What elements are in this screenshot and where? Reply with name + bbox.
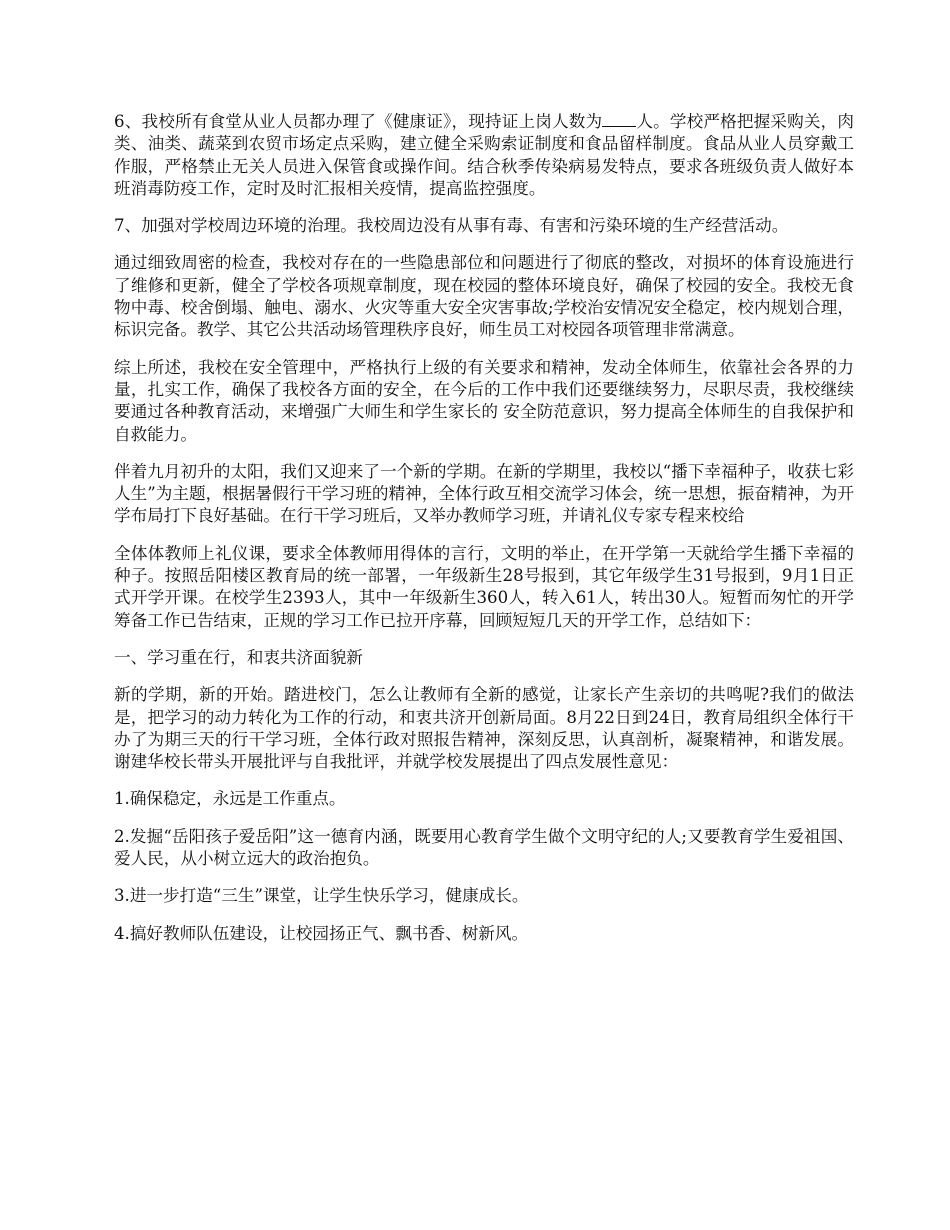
list-item: 4.搞好教师队伍建设，让校园扬正气、飘书香、树新风。 (114, 923, 529, 943)
paragraph-inspection: 通过细致周密的检查，我校对存在的一些隐患部位和问题进行了彻底的整改，对损坏的体育设施进行了维修和更新，健全了学校各项规章制度，现在校园的整体环境良好，确保了校园的安全。我校无食物中毒、校舍倒塌、触电、溺水、火灾等重大安全灾害事故;学校治安情况安全稳定，校内规划合理，标识完备。教学、其它公共活动场管理秩序良好，师生员工对校园各项管理非常满意。 (114, 253, 854, 340)
list-item: 2.发掘“岳阳孩子爱岳阳”这一德育内涵，既要用心教育学生做个文明守纪的人;又要教育学生爱祖国、爱人民，从小树立远大的政治抱负。 (114, 826, 854, 869)
paragraph-canteen-staff (114, 110, 854, 200)
paragraph-etiquette-class: 全体体教师上礼仪课，要求全体教师用得体的言行，文明的举止，在开学第一天就给学生播下幸福的种子。按照岳阳楼区教育局的统一部署，一年级新生28号报到，其它年级学生31号报到，9月1日正式开学开课。在校学生2393人，其中一年级新生360人，转入61人，转出30人。短暂而匆忙的开学筹备工作已告结束，正规的学习工作已拉开序幕，回顾短短几天的开学工作，总结如下： (114, 543, 854, 630)
paragraph-text: 6、我校所有食堂从业人员都办理了《健康证》，现持证上岗人数为 (114, 112, 603, 131)
fill-in-blank (602, 110, 636, 127)
document-body (114, 110, 854, 960)
paragraph-new-start: 新的学期，新的开始。踏进校门，怎么让教师有全新的感觉，让家长产生亲切的共鸣呢?我们的做法是，把学习的动力转化为工作的行动，和衷共济开创新局面。8月22日到24日，教育局组织全体行干办了为期三天的行干学习班，全体行政对照报告精神，深刻反思，认真剖析，凝聚精神，和谐发展。谢建华校长带头开展批评与自我批评，并就学校发展提出了四点发展性意见： (114, 685, 854, 772)
paragraph-surroundings: 7、加强对学校周边环境的治理。我校周边没有从事有毒、有害和污染环境的生产经营活动。 (114, 216, 789, 236)
paragraph-summary: 综上所述，我校在安全管理中，严格执行上级的有关要求和精神，发动全体师生，依靠社会各界的力量，扎实工作，确保了我校各方面的安全，在今后的工作中我们还要继续努力，尽职尽责，我校继续要通过各种教育活动，来增强广大师生和学生家长的 安全防范意识，努力提高全体师生的自我保护和自救能力。 (114, 357, 854, 444)
list-item: 3.进一步打造“三生”课堂，让学生快乐学习，健康成长。 (114, 886, 529, 906)
paragraph-new-semester: 伴着九月初升的太阳，我们又迎来了一个新的学期。在新的学期里，我校以“播下幸福种子，收获七彩人生”为主题，根据暑假行干学习班的精神，全体行政互相交流学习体会，统一思想，振奋精神，为开学布局打下良好基础。在行干学习班后，又举办教师学习班，并请礼仪专家专程来校给 (114, 461, 854, 526)
list-item: 1.确保稳定，永远是工作重点。 (114, 789, 346, 809)
section-heading: 一、学习重在行，和衷共济面貌新 (114, 647, 363, 667)
paragraph-text: 人。学校严格把握采购关，肉类、油类、蔬菜到农贸市场定点采购，建立健全采购索证制度和食品留样制度。食品从业人员穿戴工作服，严格禁止无关人员进入保管食或操作间。结合秋季传染病易发特点，要求各班级负责人做好本班消毒防疫工作，定时及时汇报相关疫情，提高监控强度。 (114, 112, 854, 198)
